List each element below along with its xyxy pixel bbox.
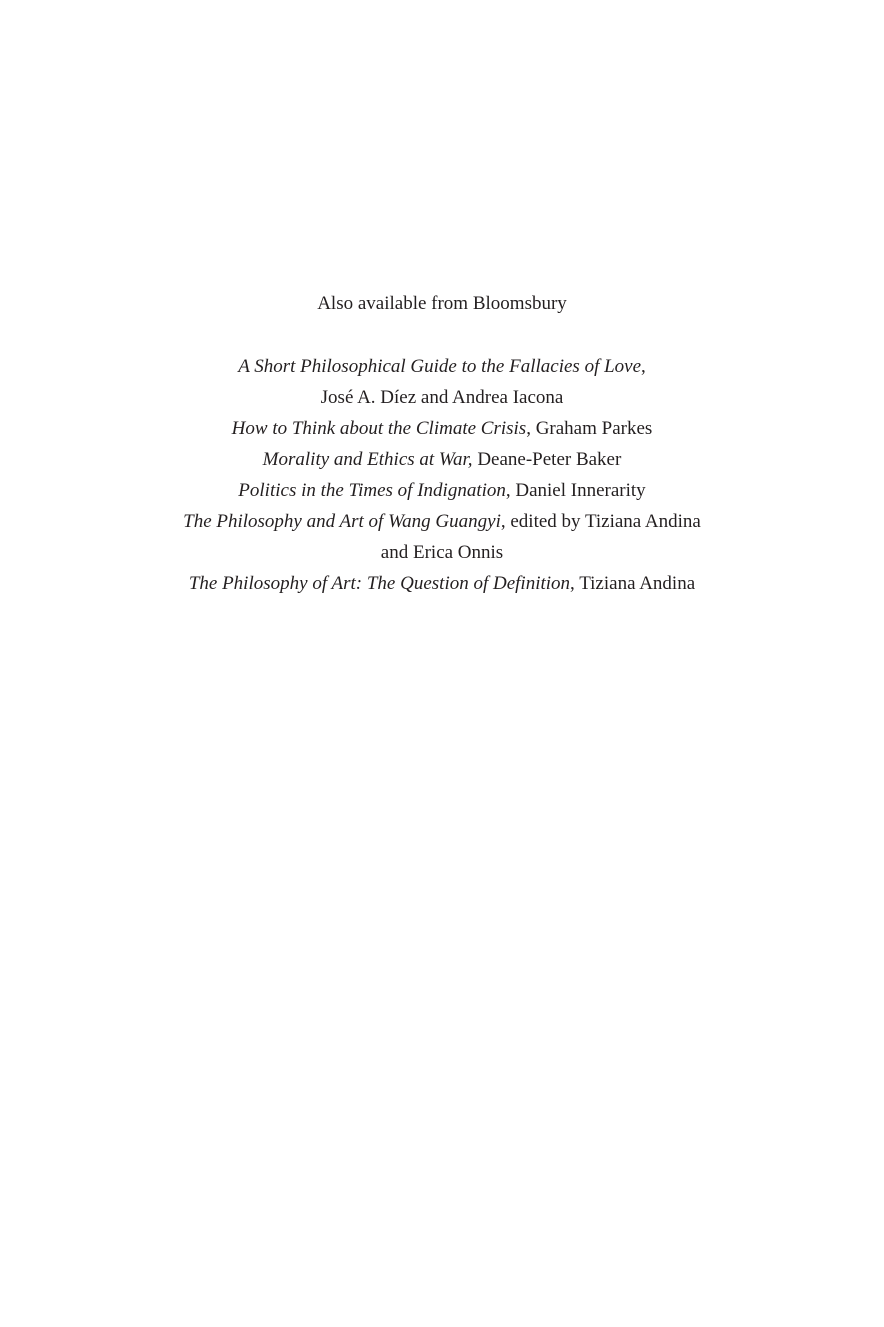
book-entry	[0, 351, 884, 413]
book-authors: José A. Díez and Andrea Iacona	[320, 387, 564, 408]
book-list	[0, 351, 884, 599]
book-title: Politics in the Times of Indignation	[238, 480, 506, 501]
book-authors: Daniel Innerarity	[515, 480, 646, 501]
book-title: The Philosophy of Art: The Question of Definition	[188, 573, 571, 594]
book-authors: edited by Tiziana Andina	[510, 511, 701, 532]
book-title: The Philosophy and Art of Wang Guangyi	[183, 511, 501, 532]
book-authors: Tiziana Andina	[579, 573, 696, 594]
book-authors: Graham Parkes	[535, 418, 653, 439]
also-available-heading: Also available from Bloomsbury	[317, 293, 567, 314]
book-authors: Deane-Peter Baker	[477, 449, 622, 470]
book-title: Morality and Ethics at War,	[262, 449, 473, 470]
book-authors-continued: and Erica Onnis	[380, 542, 504, 563]
book-title: How to Think about the Climate Crisis	[231, 418, 527, 439]
book-entry	[0, 413, 884, 444]
separator: ,	[505, 480, 516, 501]
book-entry	[0, 444, 884, 475]
book-title-line	[0, 506, 884, 537]
book-title: A Short Philosophical Guide to the Fallacies of Love	[238, 356, 642, 377]
book-title-line	[0, 351, 884, 382]
book-entry	[0, 506, 884, 568]
separator: ,	[570, 573, 580, 594]
book-entry	[0, 475, 884, 506]
book-entry	[0, 568, 884, 599]
separator: ,	[526, 418, 536, 439]
separator: ,	[500, 511, 511, 532]
separator: ,	[641, 356, 646, 377]
